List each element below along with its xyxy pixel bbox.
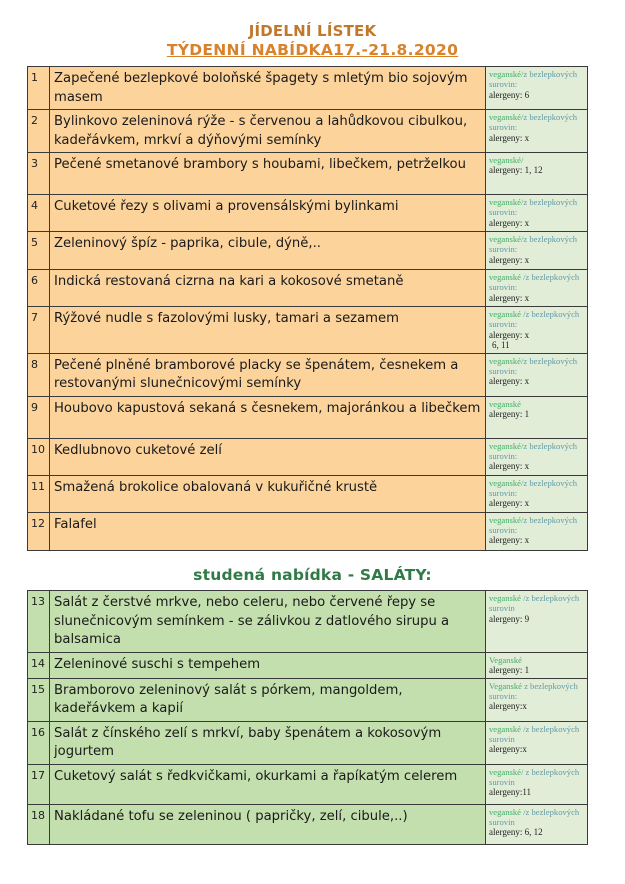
item-name: Bramborovo zeleninový salát s pórkem, mangoldem, kadeřávkem a kapií <box>50 678 486 721</box>
menu-row <box>28 512 588 550</box>
gluten-free-label: z bezlepkových surovin: <box>489 112 578 133</box>
item-info <box>486 512 588 550</box>
item-name: Cuketové řezy s olivami a provensálskými bylinkami <box>50 195 486 232</box>
item-info <box>486 270 588 307</box>
allergens-label: alergeny: x <box>489 376 530 387</box>
gluten-free-label: /z bezlepkových surovin <box>489 806 580 827</box>
menu-row <box>28 67 588 110</box>
menu-row <box>28 110 588 153</box>
menu-subtitle-week: TÝDENNÍ NABÍDKA17.-21.8.2020 <box>166 41 459 59</box>
item-info <box>486 110 588 153</box>
vegan-label: veganské/ <box>489 155 524 165</box>
item-info <box>486 652 588 678</box>
vegan-label: veganské <box>489 309 524 319</box>
menu-row <box>28 353 588 396</box>
allergens-label: alergeny:x <box>489 744 527 755</box>
item-info <box>486 721 588 764</box>
item-name: Salát z čerstvé mrkve, nebo celeru, nebo červené řepy se slunečnicovým semínkem - se zálivkou z datlového sirupu a balsamica <box>50 591 486 653</box>
item-number: 17 <box>28 764 50 804</box>
menu-row <box>28 307 588 354</box>
gluten-free-label: z bezlepkových surovin <box>489 766 580 787</box>
gluten-free-label: z bezlepkových surovin: <box>489 477 578 499</box>
allergens-label: alergeny: 1 <box>489 664 530 675</box>
gluten-free-label: /z bezlepkových surovin: <box>489 272 580 293</box>
item-info <box>486 195 588 232</box>
allergens-label: alergeny: x <box>489 461 530 472</box>
vegan-label: veganské/ <box>489 477 524 488</box>
item-number: 9 <box>28 396 50 438</box>
item-name: Indická restovaná cizrna na kari a kokosové smetaně <box>50 270 486 307</box>
allergens-label: alergeny: 1, 12 <box>489 165 543 176</box>
item-name: Cuketový salát s ředkvičkami, okurkami a řapíkatým celerem <box>50 764 486 804</box>
menu-row <box>28 721 588 764</box>
gluten-free-label: /z bezlepkových surovin <box>489 593 580 614</box>
item-name: Zeleninový špíz - paprika, cibule, dýně,.. <box>50 232 486 270</box>
item-number: 6 <box>28 270 50 307</box>
item-name: Nakládané tofu se zeleninou ( papričky, zelí, cibule,..) <box>50 804 486 844</box>
gluten-free-label: /z bezlepkových surovin: <box>489 309 580 330</box>
gluten-free-label: z bezlepkových surovin: <box>489 680 578 701</box>
gluten-free-label: z bezlepkových surovin: <box>489 355 578 377</box>
item-name: Pečené plněné bramborové placky se špenátem, česnekem a restovanými slunečnicovými semínky <box>50 353 486 396</box>
vegan-label: veganské/ <box>489 440 524 451</box>
item-number: 5 <box>28 232 50 270</box>
item-info <box>486 396 588 438</box>
vegan-label: veganské <box>489 723 524 734</box>
item-info <box>486 475 588 512</box>
vegan-label: veganské <box>489 593 524 603</box>
item-info <box>486 232 588 270</box>
item-name: Houbovo kapustová sekaná s česnekem, majoránkou a libečkem <box>50 396 486 438</box>
item-name: Rýžové nudle s fazolovými lusky, tamari a sezamem <box>50 307 486 354</box>
item-info <box>486 804 588 844</box>
vegan-label: veganské <box>489 806 524 817</box>
item-number: 7 <box>28 307 50 354</box>
gluten-free-label: z bezlepkových surovin: <box>489 440 578 462</box>
item-number: 18 <box>28 804 50 844</box>
item-info <box>486 67 588 110</box>
item-number: 14 <box>28 652 50 678</box>
menu-title: JÍDELNÍ LÍSTEK <box>248 22 377 40</box>
item-number: 3 <box>28 153 50 195</box>
allergens-label: alergeny: 9 <box>489 613 530 624</box>
item-number: 11 <box>28 475 50 512</box>
allergens-label: alergeny:x <box>489 701 527 712</box>
item-number: 8 <box>28 353 50 396</box>
item-name: Smažená brokolice obalovaná v kukuřičné krustě <box>50 475 486 512</box>
item-number: 1 <box>28 67 50 110</box>
vegan-label: Veganské <box>489 680 525 691</box>
allergens-label: alergeny: x <box>489 535 530 546</box>
item-info <box>486 307 588 354</box>
menu-row <box>28 804 588 844</box>
item-name: Zapečené bezlepkové boloňské špagety s mletým bio sojovým masem <box>50 67 486 110</box>
vegan-label: Veganské <box>489 654 522 665</box>
allergens-label: alergeny: x <box>489 254 530 265</box>
allergens-label: alergeny: 6, 12 <box>489 827 543 838</box>
allergens-label: alergeny: 1 <box>489 409 530 420</box>
menu-row <box>28 232 588 270</box>
menu-row <box>28 678 588 721</box>
item-number: 13 <box>28 591 50 653</box>
item-number: 10 <box>28 438 50 475</box>
warm-menu-table <box>27 66 588 551</box>
item-info <box>486 678 588 721</box>
item-name: Pečené smetanové brambory s houbami, libečkem, petrželkou <box>50 153 486 195</box>
cold-menu-table <box>27 590 588 845</box>
vegan-label: veganské/ <box>489 514 524 525</box>
item-number: 2 <box>28 110 50 153</box>
item-info <box>486 153 588 195</box>
gluten-free-label: z bezlepkových surovin: <box>489 514 578 536</box>
allergens-extra: 6, 11 <box>492 340 510 351</box>
allergens-label: alergeny: 6 <box>489 89 530 100</box>
menu-row <box>28 153 588 195</box>
allergens-label: alergeny: x <box>489 292 530 303</box>
menu-row <box>28 764 588 804</box>
menu-row <box>28 652 588 678</box>
allergens-label: alergeny:11 <box>489 787 531 798</box>
vegan-label: veganské <box>489 398 521 409</box>
item-number: 4 <box>28 195 50 232</box>
item-info <box>486 353 588 396</box>
item-number: 16 <box>28 721 50 764</box>
item-name: Bylinkovo zeleninová rýže - s červenou a lahůdkovou cibulkou, kadeřávkem, mrkví a dýňovými semínky <box>50 110 486 153</box>
allergens-label: alergeny: x <box>489 132 530 143</box>
cold-menu-title: studená nabídka - SALÁTY: <box>193 566 432 584</box>
menu-row <box>28 438 588 475</box>
vegan-label: veganské/ <box>489 766 524 777</box>
menu-row <box>28 195 588 232</box>
item-name: Salát z čínského zelí s mrkví, baby špenátem a kokosovým jogurtem <box>50 721 486 764</box>
gluten-free-label: z bezlepkových surovin: <box>489 234 578 255</box>
item-info <box>486 764 588 804</box>
menu-row <box>28 270 588 307</box>
vegan-label: veganské/ <box>489 355 524 366</box>
vegan-label: veganské/ <box>489 112 524 122</box>
item-name: Zeleninové suschi s tempehem <box>50 652 486 678</box>
item-number: 12 <box>28 512 50 550</box>
menu-row <box>28 475 588 512</box>
allergens-label: alergeny: x <box>489 217 530 228</box>
item-info <box>486 438 588 475</box>
vegan-label: veganské/ <box>489 197 524 207</box>
item-name: Falafel <box>50 512 486 550</box>
item-name: Kedlubnovo cuketové zelí <box>50 438 486 475</box>
item-number: 15 <box>28 678 50 721</box>
gluten-free-label: /z bezlepkových surovin <box>489 723 580 744</box>
menu-row <box>28 591 588 653</box>
gluten-free-label: z bezlepkových surovin: <box>489 69 578 90</box>
gluten-free-label: z bezlepkových surovin: <box>489 197 578 218</box>
menu-row <box>28 396 588 438</box>
vegan-label: veganské <box>489 272 524 282</box>
item-info <box>486 591 588 653</box>
vegan-label: veganské/ <box>489 69 524 79</box>
allergens-label: alergeny: x <box>489 329 530 340</box>
allergens-label: alergeny: x <box>489 498 530 509</box>
vegan-label: veganské/ <box>489 234 524 244</box>
